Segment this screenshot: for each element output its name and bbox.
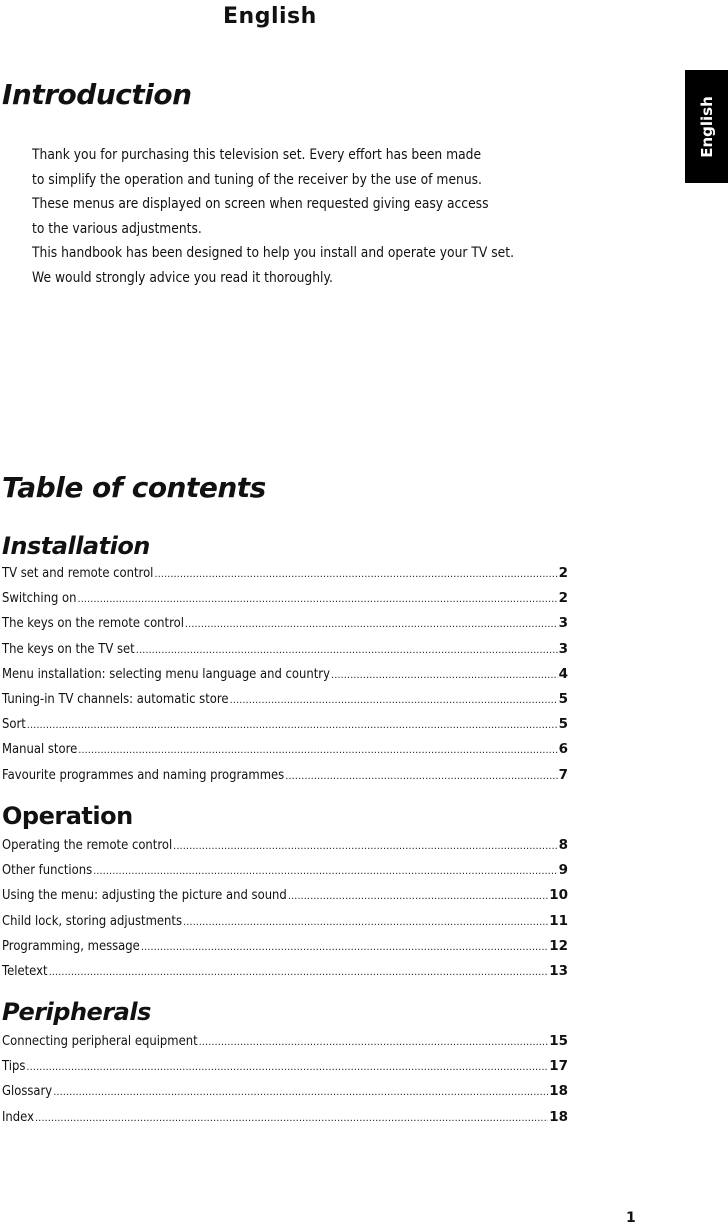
section-heading-peripherals: Peripherals xyxy=(2,998,151,1026)
toc-entry xyxy=(2,1083,568,1108)
toc-entry-page: 11 xyxy=(549,912,568,929)
toc-leader-dots xyxy=(183,917,548,928)
toc-entry xyxy=(2,938,568,963)
toc-leader-dots xyxy=(78,745,557,756)
introduction-title: Introduction xyxy=(2,78,192,111)
toc-leader-dots xyxy=(141,942,548,953)
toc-list-operation xyxy=(2,837,568,988)
toc-entry-page: 13 xyxy=(549,962,568,979)
toc-entry-title: Programming, message xyxy=(2,937,140,954)
toc-entry-title: Teletext xyxy=(2,962,48,979)
toc-entry-title: TV set and remote control xyxy=(2,565,154,581)
intro-line: This handbook has been designed to help you install and operate your TV set. xyxy=(32,245,514,261)
page-number: 1 xyxy=(626,1210,636,1226)
toc-entry-title: Connecting peripheral equipment xyxy=(2,1033,198,1049)
toc-entry xyxy=(2,963,568,988)
toc-leader-dots xyxy=(93,866,557,877)
toc-leader-dots xyxy=(26,1062,548,1073)
toc-entry-page: 2 xyxy=(558,590,568,607)
toc-leader-dots xyxy=(199,1037,549,1048)
toc-entry-title: Using the menu: adjusting the picture and sound xyxy=(2,887,287,904)
toc-entry xyxy=(2,590,568,615)
toc-entry-title: Child lock, storing adjustments xyxy=(2,912,182,929)
section-heading-operation: Operation xyxy=(2,802,133,830)
toc-leader-dots xyxy=(77,594,557,605)
toc-entry xyxy=(2,666,568,691)
toc-leader-dots xyxy=(285,771,557,782)
toc-entry-page: 2 xyxy=(558,565,568,581)
toc-entry xyxy=(2,641,568,666)
toc-entry-title: The keys on the remote control xyxy=(2,615,184,632)
toc-entry xyxy=(2,565,568,590)
toc-entry-title: Operating the remote control xyxy=(2,837,173,853)
introduction-text xyxy=(32,143,578,290)
toc-entry-title: Tips xyxy=(2,1058,26,1075)
toc-entry xyxy=(2,767,568,792)
toc-entry-title: Favourite programmes and naming programmes xyxy=(2,766,285,783)
toc-entry-page: 5 xyxy=(558,716,568,733)
intro-line: to simplify the operation and tuning of the receiver by the use of menus. xyxy=(32,171,482,188)
language-side-tab xyxy=(685,70,728,183)
toc-entry-page: 10 xyxy=(549,887,568,904)
side-tab-label: English xyxy=(697,95,716,158)
toc-title: Table of contents xyxy=(2,471,266,504)
toc-entry-title: Other functions xyxy=(2,862,93,879)
toc-entry-title: Tuning-in TV channels: automatic store xyxy=(2,690,229,707)
toc-entry xyxy=(2,615,568,640)
page-language-header: English xyxy=(223,4,317,29)
toc-entry-title: Sort xyxy=(2,716,26,733)
toc-entry xyxy=(2,862,568,887)
toc-leader-dots xyxy=(230,695,558,706)
toc-entry xyxy=(2,1109,568,1134)
toc-entry xyxy=(2,887,568,912)
intro-line: We would strongly advice you read it thoroughly. xyxy=(32,269,333,286)
toc-leader-dots xyxy=(173,841,557,852)
toc-entry-page: 3 xyxy=(558,640,568,657)
toc-leader-dots xyxy=(154,569,557,580)
toc-list-peripherals xyxy=(2,1033,568,1134)
toc-entry-title: Menu installation: selecting menu language and country xyxy=(2,665,330,682)
toc-leader-dots xyxy=(27,720,558,731)
toc-entry-page: 7 xyxy=(558,766,568,783)
toc-entry-page: 4 xyxy=(558,665,568,682)
toc-entry xyxy=(2,691,568,716)
toc-leader-dots xyxy=(288,891,548,902)
toc-leader-dots xyxy=(136,645,558,656)
toc-leader-dots xyxy=(331,670,558,681)
toc-entry-page: 6 xyxy=(558,741,568,758)
intro-line: to the various adjustments. xyxy=(32,220,202,237)
toc-leader-dots xyxy=(53,1087,548,1098)
toc-entry xyxy=(2,913,568,938)
toc-entry-page: 18 xyxy=(549,1083,568,1100)
toc-entry-page: 17 xyxy=(549,1058,568,1075)
toc-entry xyxy=(2,837,568,862)
intro-line: These menus are displayed on screen when requested giving easy access xyxy=(32,196,489,212)
toc-entry-title: Glossary xyxy=(2,1083,53,1100)
toc-entry-page: 18 xyxy=(549,1108,568,1125)
toc-entry-page: 5 xyxy=(558,690,568,707)
toc-leader-dots xyxy=(49,967,549,978)
toc-entry xyxy=(2,1058,568,1083)
toc-entry xyxy=(2,716,568,741)
toc-entry-page: 9 xyxy=(558,862,568,879)
toc-entry-page: 15 xyxy=(549,1033,568,1049)
toc-entry xyxy=(2,1033,568,1058)
intro-line: Thank you for purchasing this television set. Every effort has been made xyxy=(32,147,482,163)
toc-entry-title: The keys on the TV set xyxy=(2,640,135,657)
toc-entry-page: 12 xyxy=(549,937,568,954)
toc-entry xyxy=(2,741,568,766)
toc-leader-dots xyxy=(35,1113,548,1124)
toc-entry-page: 8 xyxy=(558,837,568,853)
toc-entry-title: Switching on xyxy=(2,590,77,607)
section-heading-installation: Installation xyxy=(2,532,150,560)
toc-list-installation xyxy=(2,565,568,792)
toc-entry-title: Manual store xyxy=(2,741,78,758)
toc-entry-title: Index xyxy=(2,1108,34,1125)
toc-leader-dots xyxy=(185,619,558,630)
toc-entry-page: 3 xyxy=(558,615,568,632)
